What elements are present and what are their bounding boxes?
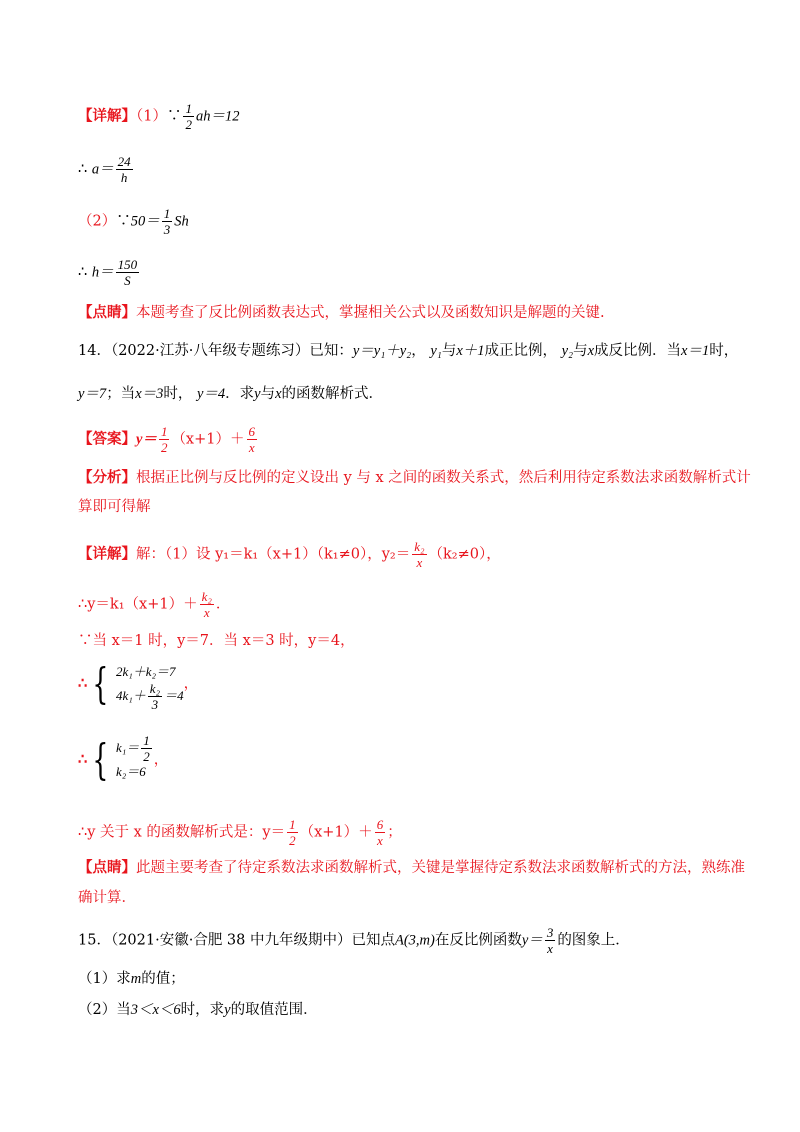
fraction: $\frac{1}{2}$: [160, 424, 168, 455]
q13-detail-line2: ∴ a＝ $\frac{24}{h}$: [78, 154, 131, 185]
fraction: $\frac{\text{k₂}}{x}$: [201, 589, 212, 620]
q14-comment-line2: 确计算．: [78, 890, 136, 906]
q13-detail-line3: （2）∵50＝ $\frac{1}{3}$ Sh: [78, 206, 189, 237]
q14-stem-line2: y＝7；当x＝3时， y＝4．求y与x的函数解析式．: [78, 386, 384, 402]
q14-system-2: ∴ { k₁＝ $\frac{1}{2}$ k₂＝6 ，: [78, 732, 169, 784]
fraction: $\frac{\text{k₂}}{x}$: [414, 539, 425, 570]
fraction: $\frac{1}{2}$: [289, 817, 296, 848]
fraction: $\frac{\text{k₂}}{3}$: [149, 680, 161, 712]
fraction: $\frac{24}{h}$: [117, 154, 131, 185]
q14-analysis-line1: 【分析】根据正比例与反比例的定义设出 y 与 x 之间的函数关系式，然后利用待定系数法求函数解析式计: [78, 469, 751, 486]
fraction: $\frac{1}{2}$: [185, 101, 192, 132]
detail-tag: 【详解】: [78, 107, 136, 125]
q14-analysis-line2: 算即可得解: [78, 499, 151, 515]
q15-stem: 15．（2021·安徽·合肥 38 中九年级期中）已知点A(3,m)在反比例函数y＝ $\frac{3}{x}$ 的图象上．: [78, 925, 630, 956]
fraction: $\frac{6}{x}$: [376, 817, 384, 848]
q14-system-1: ∴ { 2k₁＋k₂＝7 4k₁＋ $\frac{\text{k₂}}{3}$ ＝4 ，: [78, 659, 199, 712]
fraction: $\frac{150}{S}$: [117, 257, 138, 288]
q14-detail-result: ∴y 关于 x 的函数解析式是：y＝ $\frac{1}{2}$ （x+1）＋ $\frac{6}{x}$ ；: [78, 817, 402, 848]
q14-stem-line1: 14．（2022·江苏·八年级专题练习）已知：y＝y₁＋y₂， y₁与x＋1成正比例， y₂与x成反比例．当x＝1时，: [78, 343, 739, 359]
fraction: $\frac{6}{x}$: [248, 424, 255, 455]
q13-detail-line4: ∴ h＝ $\frac{150}{S}$: [78, 257, 138, 288]
q14-comment-line1: 【点睛】此题主要考查了待定系数法求函数解析式，关键是掌握待定系数法求函数解析式的方法，熟练准: [78, 859, 745, 876]
q13-comment: 【点睛】本题考查了反比例函数表达式，掌握相关公式以及函数知识是解题的关键.: [78, 304, 605, 321]
fraction: $\frac{1}{3}$: [163, 206, 171, 237]
q15-part1: （1）求m的值；: [78, 971, 185, 987]
q13-detail-line1: 【详解】（1）∵ $\frac{1}{2}$ ah＝12: [78, 101, 240, 132]
fraction: $\frac{1}{2}$: [143, 732, 150, 764]
q14-answer: 【答案】y＝ $\frac{1}{2}$ （x+1）＋ $\frac{6}{x}$: [78, 424, 255, 455]
q14-detail-line3: ∵当 x＝1 时，y＝7．当 x＝3 时，y＝4，: [78, 633, 355, 649]
q14-detail-line2: ∴y＝k₁（x+1）＋ $\frac{\text{k₂}}{x}$ ．: [78, 589, 231, 620]
fraction: $\frac{3}{x}$: [546, 925, 554, 956]
q15-part2: （2）当3＜x＜6时，求y的取值范围．: [78, 1002, 318, 1018]
q14-detail-line1: 【详解】解：（1）设 y₁＝k₁（x+1）（k₁≠0），y₂＝ $\frac{\text{k₂}}{x}$ （k₂≠0），: [78, 539, 501, 570]
